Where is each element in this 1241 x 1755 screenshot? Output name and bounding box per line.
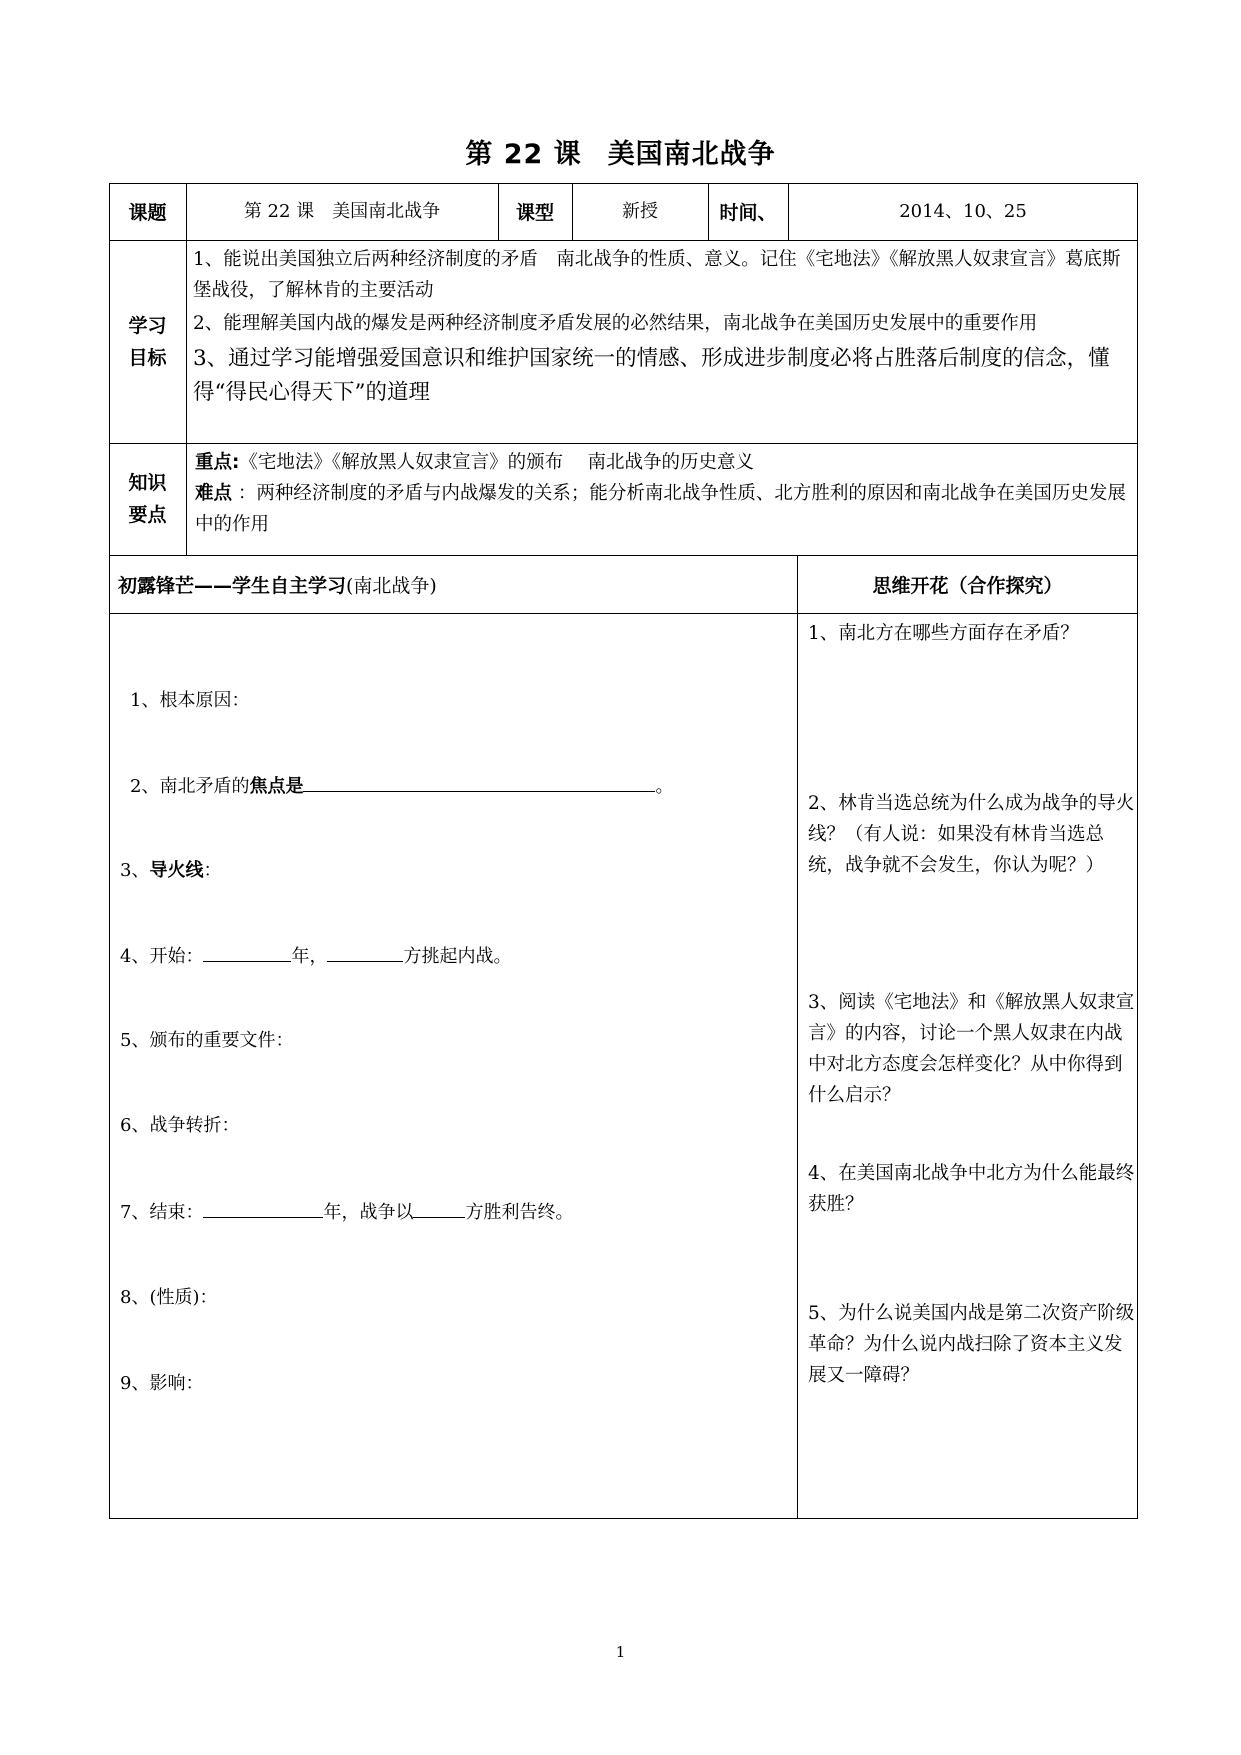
title-lesson-name: 美国南北战争 <box>607 139 776 170</box>
item-trigger: 3、导火线： <box>120 860 222 881</box>
goals-label-line2: 目标 <box>128 346 167 369</box>
question-3: 3、阅读《宅地法》和《解放黑人奴隶宣言》的内容，讨论一个黑人奴隶在内战中对北方态度会怎样变化？从中你得到什么启示？ <box>808 992 1135 1106</box>
item-turning-point: 6、战争转折： <box>120 1115 240 1136</box>
time-label: 时间、 <box>719 202 777 224</box>
question-4: 4、在美国南北战争中北方为什么能最终获胜？ <box>808 1163 1135 1215</box>
item-start: 4、开始： 年， 方挑起内战。 <box>120 941 511 968</box>
fill-blank[interactable] <box>203 1197 323 1218</box>
type-label: 课型 <box>515 202 554 224</box>
difficulty-label: 难点 <box>195 483 233 504</box>
page-title <box>0 132 1241 171</box>
keypoints-content <box>195 447 1135 540</box>
keypoints-label <box>109 443 186 555</box>
self-study-heading <box>118 555 788 613</box>
keypoints-label-line1: 知识 <box>128 472 167 494</box>
row-divider <box>109 240 1138 241</box>
fill-blank[interactable] <box>203 941 291 962</box>
question-2: 2、林肯当选总统为什么成为战争的导火线？（有人说：如果没有林肯当选总统，战争就不会发生，你认为呢？） <box>808 793 1135 876</box>
col-divider <box>797 555 798 1519</box>
self-study-heading-bold: 初露锋芒——学生自主学习 <box>118 574 347 597</box>
question-1: 1、南北方在哪些方面存在矛盾？ <box>808 623 1079 644</box>
goals-content <box>193 244 1133 410</box>
cooperative-heading: 思维开花（合作探究） <box>872 574 1063 597</box>
item-nature: 8、(性质)： <box>120 1287 218 1308</box>
row-divider <box>109 613 1138 614</box>
item-documents: 5、颁布的重要文件： <box>120 1030 294 1051</box>
fill-blank[interactable] <box>327 941 403 962</box>
key-point-text: 《宅地法》《解放黑人奴隶宣言》的颁布 南北战争的历史意义 <box>239 452 755 473</box>
row-divider <box>109 443 1138 444</box>
keypoints-label-line2: 要点 <box>128 504 167 526</box>
type-value: 新授 <box>622 200 658 222</box>
topic-label: 课题 <box>128 202 167 224</box>
fill-blank[interactable] <box>303 771 655 792</box>
key-point-line <box>195 447 1135 478</box>
fill-blank[interactable] <box>413 1197 465 1218</box>
item-root-cause: 1、根本原因： <box>130 690 250 711</box>
item-impact: 9、影响： <box>120 1373 204 1394</box>
key-point-label: 重点: <box>195 452 240 473</box>
item-focus-point: 2、南北矛盾的焦点是 。 <box>130 771 673 798</box>
goals-label <box>109 240 186 443</box>
goal-item-1: 1、能说出美国独立后两种经济制度的矛盾 南北战争的性质、意义。记住《宅地法》《解放黑人奴隶宣言》葛底斯堡战役，了解林肯的主要活动 <box>193 249 1121 301</box>
title-lesson-number: 第 22 课 <box>465 139 582 170</box>
time-value: 2014、10、25 <box>899 200 1027 222</box>
goals-label-line1: 学习 <box>128 314 167 337</box>
topic-value: 第 22 课 美国南北战争 <box>243 200 441 222</box>
goal-item-3: 3、通过学习能增强爱国意识和维护国家统一的情感、形成进步制度必将占胜落后制度的信念，懂得“得民心得天下”的道理 <box>193 346 1110 405</box>
page-number: 1 <box>615 1643 626 1661</box>
self-study-heading-rest: (南北战争) <box>346 574 437 597</box>
item-end: 7、结束： 年，战争以 方胜利告终。 <box>120 1197 573 1224</box>
question-5: 5、为什么说美国内战是第二次资产阶级革命？为什么说内战扫除了资本主义发展又一障碍？ <box>808 1303 1135 1386</box>
difficulty-line <box>195 478 1135 540</box>
difficulty-text: ：两种经济制度的矛盾与内战爆发的关系；能分析南北战争性质、北方胜利的原因和南北战争在美国历史发展中的作用 <box>195 483 1126 535</box>
goal-item-2: 2、能理解美国内战的爆发是两种经济制度矛盾发展的必然结果，南北战争在美国历史发展中的重要作用 <box>193 313 1038 334</box>
